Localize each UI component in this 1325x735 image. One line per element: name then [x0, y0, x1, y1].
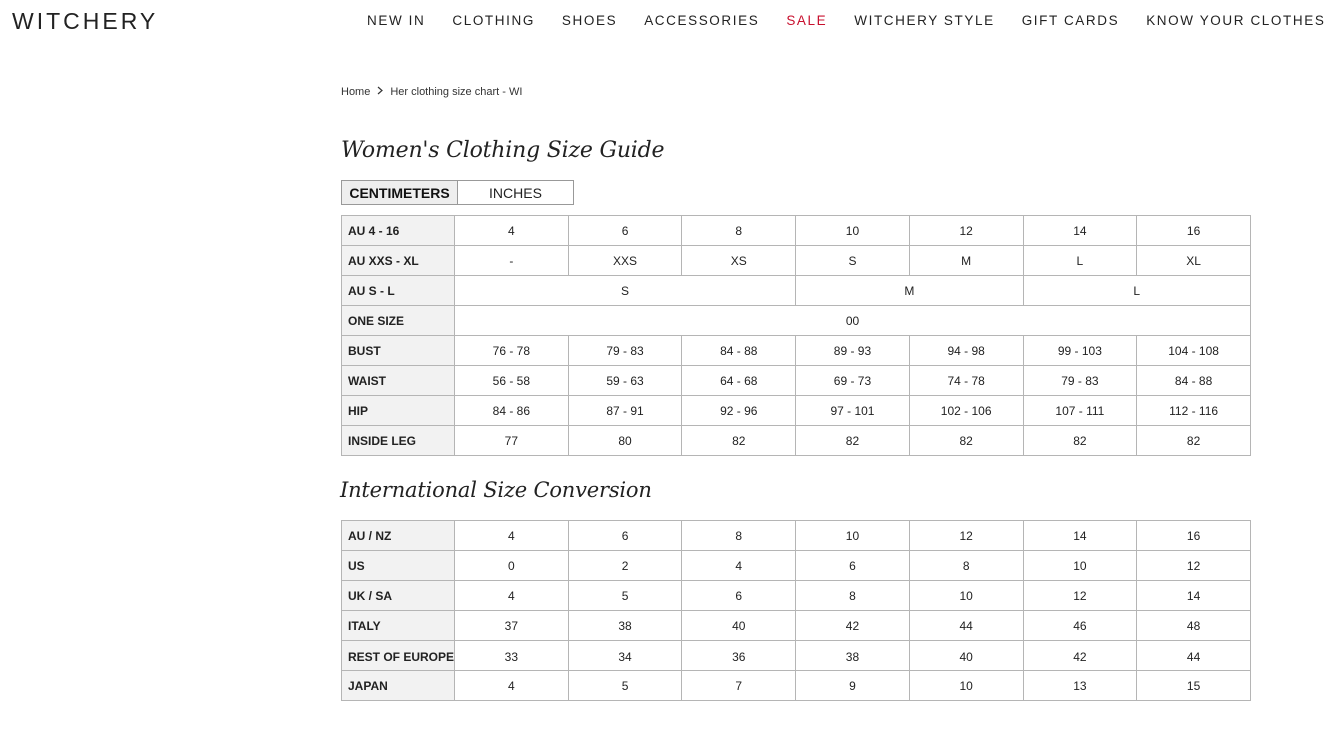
table-cell: 5 [568, 581, 682, 611]
table-cell: 15 [1137, 671, 1251, 701]
intl-title: International Size Conversion [340, 478, 652, 502]
table-cell: 64 - 68 [682, 366, 796, 396]
table-cell: 10 [796, 216, 910, 246]
table-cell: 84 - 88 [1137, 366, 1251, 396]
table-cell: L [1023, 276, 1250, 306]
table-cell: 89 - 93 [796, 336, 910, 366]
table-cell: 4 [455, 671, 569, 701]
table-row [342, 336, 1251, 366]
table-cell: 42 [796, 611, 910, 641]
table-cell: M [796, 276, 1023, 306]
table-cell: 82 [909, 426, 1023, 456]
table-cell: M [909, 246, 1023, 276]
table-cell: 82 [796, 426, 910, 456]
page-title: Women's Clothing Size Guide [341, 138, 665, 163]
table-cell: 0 [455, 551, 569, 581]
row-label: WAIST [342, 366, 455, 396]
table-cell: 8 [682, 216, 796, 246]
table-cell: 10 [1023, 551, 1137, 581]
table-cell: 6 [568, 216, 682, 246]
nav-sale[interactable]: SALE [786, 13, 828, 28]
table-cell: 80 [568, 426, 682, 456]
table-cell: 6 [568, 521, 682, 551]
table-cell: S [796, 246, 910, 276]
table-row [342, 551, 1251, 581]
table-cell: 40 [682, 611, 796, 641]
table-cell: 12 [909, 216, 1023, 246]
row-label: AU 4 - 16 [342, 216, 455, 246]
row-label: HIP [342, 396, 455, 426]
nav-witchery-style[interactable]: WITCHERY STYLE [854, 13, 995, 28]
table-cell: 38 [568, 611, 682, 641]
table-cell: 87 - 91 [568, 396, 682, 426]
table-cell: 12 [1137, 551, 1251, 581]
table-cell: 44 [1137, 641, 1251, 671]
table-cell: XL [1137, 246, 1251, 276]
table-cell: 69 - 73 [796, 366, 910, 396]
table-cell: S [455, 276, 796, 306]
table-row [342, 276, 1251, 306]
breadcrumb-home[interactable]: Home [341, 86, 371, 98]
table-cell: XXS [568, 246, 682, 276]
table-cell: 6 [682, 581, 796, 611]
table-cell: 10 [796, 521, 910, 551]
table-row [342, 246, 1251, 276]
table-cell: 112 - 116 [1137, 396, 1251, 426]
table-cell: 8 [909, 551, 1023, 581]
table-row [342, 521, 1251, 551]
table-cell: 38 [796, 641, 910, 671]
table-cell: 77 [455, 426, 569, 456]
table-cell: 5 [568, 671, 682, 701]
nav-clothing[interactable]: CLOTHING [452, 13, 535, 28]
table-cell: 92 - 96 [682, 396, 796, 426]
main-nav [367, 13, 1325, 28]
table-cell: - [455, 246, 569, 276]
tab-inches[interactable]: INCHES [489, 184, 542, 201]
table-cell: 97 - 101 [796, 396, 910, 426]
table-cell: 99 - 103 [1023, 336, 1137, 366]
table-cell: 14 [1137, 581, 1251, 611]
row-label: UK / SA [342, 581, 455, 611]
table-cell: 82 [1137, 426, 1251, 456]
table-cell: 56 - 58 [455, 366, 569, 396]
table-cell: 9 [796, 671, 910, 701]
table-cell: 84 - 88 [682, 336, 796, 366]
brand-logo[interactable]: WITCHERY [12, 8, 159, 34]
table-cell: 36 [682, 641, 796, 671]
row-label: US [342, 551, 455, 581]
row-label: ONE SIZE [342, 306, 455, 336]
table-cell: 107 - 111 [1023, 396, 1137, 426]
table-cell: 00 [455, 306, 1251, 336]
row-label: BUST [342, 336, 455, 366]
row-label: REST OF EUROPE [342, 641, 455, 671]
table-cell: 2 [568, 551, 682, 581]
chevron-right-icon [377, 86, 383, 98]
size-guide-table [341, 215, 1251, 456]
table-cell: 40 [909, 641, 1023, 671]
table-row [342, 611, 1251, 641]
table-cell: 102 - 106 [909, 396, 1023, 426]
table-row [342, 671, 1251, 701]
row-label: AU / NZ [342, 521, 455, 551]
table-row [342, 426, 1251, 456]
nav-accessories[interactable]: ACCESSORIES [644, 13, 760, 28]
table-cell: 16 [1137, 521, 1251, 551]
table-cell: 8 [682, 521, 796, 551]
unit-toggle [341, 180, 574, 205]
table-cell: 12 [909, 521, 1023, 551]
row-label: INSIDE LEG [342, 426, 455, 456]
nav-new-in[interactable]: NEW IN [367, 13, 426, 28]
table-row [342, 396, 1251, 426]
table-cell: 48 [1137, 611, 1251, 641]
nav-shoes[interactable]: SHOES [561, 13, 618, 28]
row-label: JAPAN [342, 671, 455, 701]
table-cell: 46 [1023, 611, 1137, 641]
table-cell: 12 [1023, 581, 1137, 611]
table-cell: 4 [455, 216, 569, 246]
table-row [342, 641, 1251, 671]
table-row [342, 306, 1251, 336]
table-cell: 84 - 86 [455, 396, 569, 426]
tab-centimeters[interactable]: CENTIMETERS [342, 181, 458, 204]
table-cell: 8 [796, 581, 910, 611]
table-cell: 10 [909, 671, 1023, 701]
table-cell: 74 - 78 [909, 366, 1023, 396]
table-row [342, 366, 1251, 396]
table-cell: 14 [1023, 216, 1137, 246]
table-cell: 79 - 83 [1023, 366, 1137, 396]
breadcrumb-current: Her clothing size chart - WI [390, 86, 523, 98]
table-cell: 13 [1023, 671, 1137, 701]
table-cell: 94 - 98 [909, 336, 1023, 366]
row-label: AU XXS - XL [342, 246, 455, 276]
table-cell: 76 - 78 [455, 336, 569, 366]
table-cell: 4 [455, 581, 569, 611]
nav-know-your-clothes[interactable]: KNOW YOUR CLOTHES [1146, 13, 1325, 28]
table-cell: 79 - 83 [568, 336, 682, 366]
table-row [342, 581, 1251, 611]
table-cell: 44 [909, 611, 1023, 641]
table-cell: 37 [455, 611, 569, 641]
table-cell: 6 [796, 551, 910, 581]
table-cell: 82 [682, 426, 796, 456]
table-cell: L [1023, 246, 1137, 276]
table-cell: 4 [682, 551, 796, 581]
table-cell: 82 [1023, 426, 1137, 456]
table-cell: 42 [1023, 641, 1137, 671]
intl-conversion-table [341, 520, 1251, 701]
table-cell: 14 [1023, 521, 1137, 551]
table-cell: 10 [909, 581, 1023, 611]
table-cell: 7 [682, 671, 796, 701]
row-label: ITALY [342, 611, 455, 641]
table-cell: 33 [455, 641, 569, 671]
table-cell: 34 [568, 641, 682, 671]
table-cell: 59 - 63 [568, 366, 682, 396]
breadcrumb [341, 86, 522, 98]
row-label: AU S - L [342, 276, 455, 306]
table-cell: XS [682, 246, 796, 276]
table-cell: 16 [1137, 216, 1251, 246]
nav-gift-cards[interactable]: GIFT CARDS [1021, 13, 1120, 28]
table-cell: 4 [455, 521, 569, 551]
table-cell: 104 - 108 [1137, 336, 1251, 366]
table-row [342, 216, 1251, 246]
